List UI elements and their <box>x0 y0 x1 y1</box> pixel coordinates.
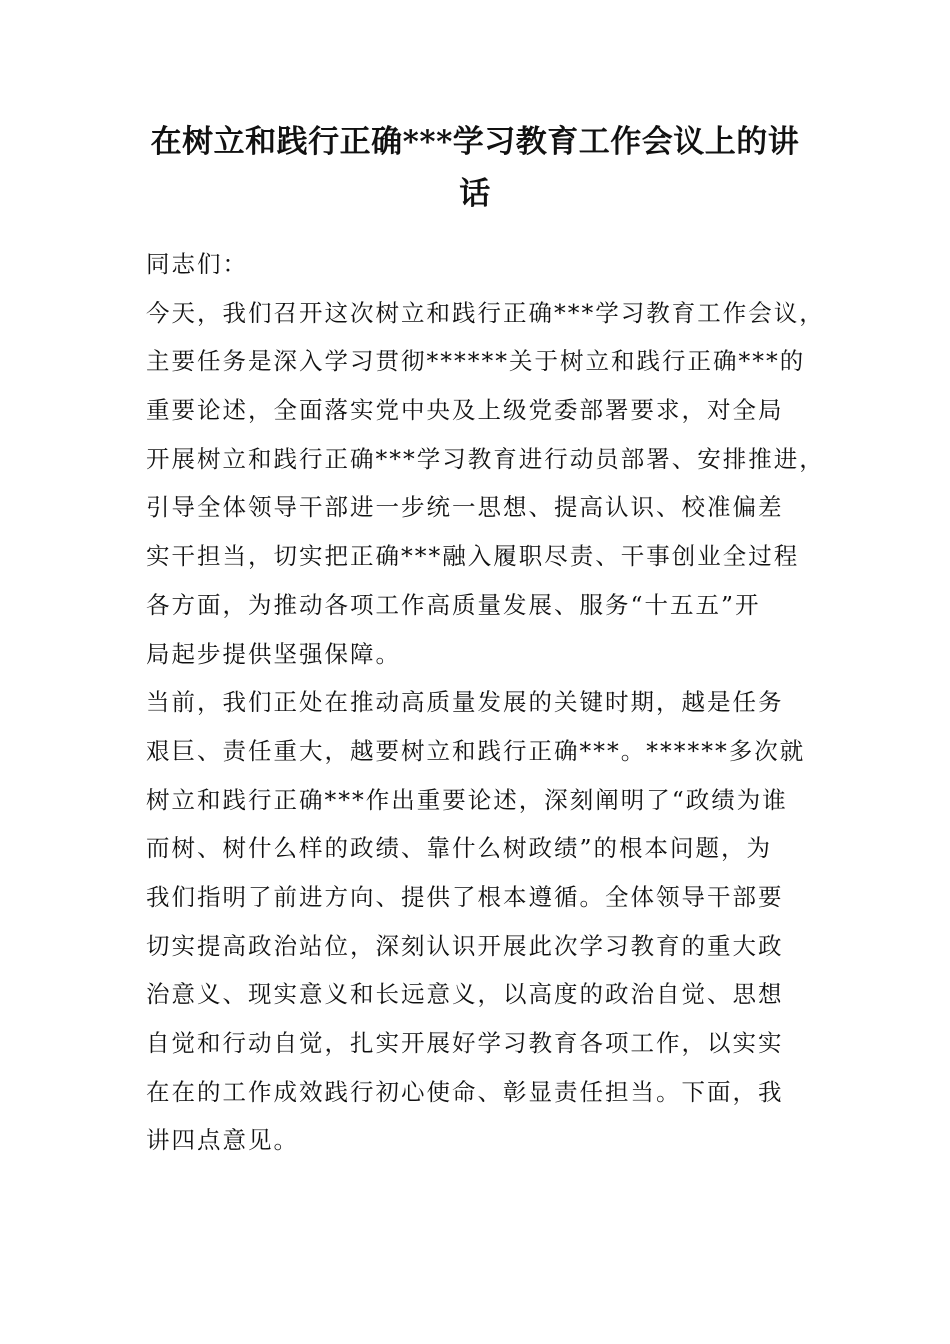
paragraph-2-line-10: 讲四点意见。 <box>146 1126 299 1155</box>
paragraph-2-line-6: 切实提高政治站位，深刻认识开展此次学习教育的重大政 <box>146 931 784 960</box>
paragraph-2-line-1: 当前，我们正处在推动高质量发展的关键时期，越是任务 <box>146 688 784 717</box>
title-line-2: 话 <box>459 176 491 212</box>
paragraph-1-line-7: 各方面，为推动各项工作高质量发展、服务“十五五”开 <box>146 590 761 619</box>
paragraph-2-line-5: 我们指明了前进方向、提供了根本遵循。全体领导干部要 <box>146 882 784 911</box>
paragraph-1-line-5: 引导全体领导干部进一步统一思想、提高认识、校准偏差 <box>146 493 784 522</box>
paragraph-2-line-9: 在在的工作成效践行初心使命、彰显责任担当。下面，我 <box>146 1077 784 1106</box>
document-body <box>146 240 826 1165</box>
paragraph-1-line-3: 重要论述，全面落实党中央及上级党委部署要求，对全局 <box>146 396 784 425</box>
paragraph-2-line-4: 而树、树什么样的政绩、靠什么树政绩”的根本问题，为 <box>146 834 773 863</box>
paragraph-1-line-2: 主要任务是深入学习贯彻******关于树立和践行正确***的 <box>146 347 806 376</box>
document-title <box>140 116 810 220</box>
salutation: 同志们： <box>146 250 248 278</box>
paragraph-2-line-7: 治意义、现实意义和长远意义，以高度的政治自觉、思想 <box>146 980 784 1009</box>
paragraph-2-line-3: 树立和践行正确***作出重要论述，深刻阐明了“政绩为谁 <box>146 785 788 814</box>
paragraph-1-line-6: 实干担当，切实把正确***融入履职尽责、干事创业全过程 <box>146 542 800 571</box>
paragraph-2-line-8: 自觉和行动自觉，扎实开展好学习教育各项工作，以实实 <box>146 1029 784 1057</box>
title-line-1: 在树立和践行正确***学习教育工作会议上的讲 <box>150 124 800 160</box>
paragraph-1-line-4: 开展树立和践行正确***学习教育进行动员部署、安排推进， <box>146 444 825 473</box>
paragraph-1-line-1: 今天，我们召开这次树立和践行正确***学习教育工作会议， <box>146 298 825 327</box>
paragraph-1-line-8: 局起步提供坚强保障。 <box>146 639 401 668</box>
paragraph-2-line-2: 艰巨、责任重大，越要树立和践行正确***。******多次就 <box>146 736 806 765</box>
